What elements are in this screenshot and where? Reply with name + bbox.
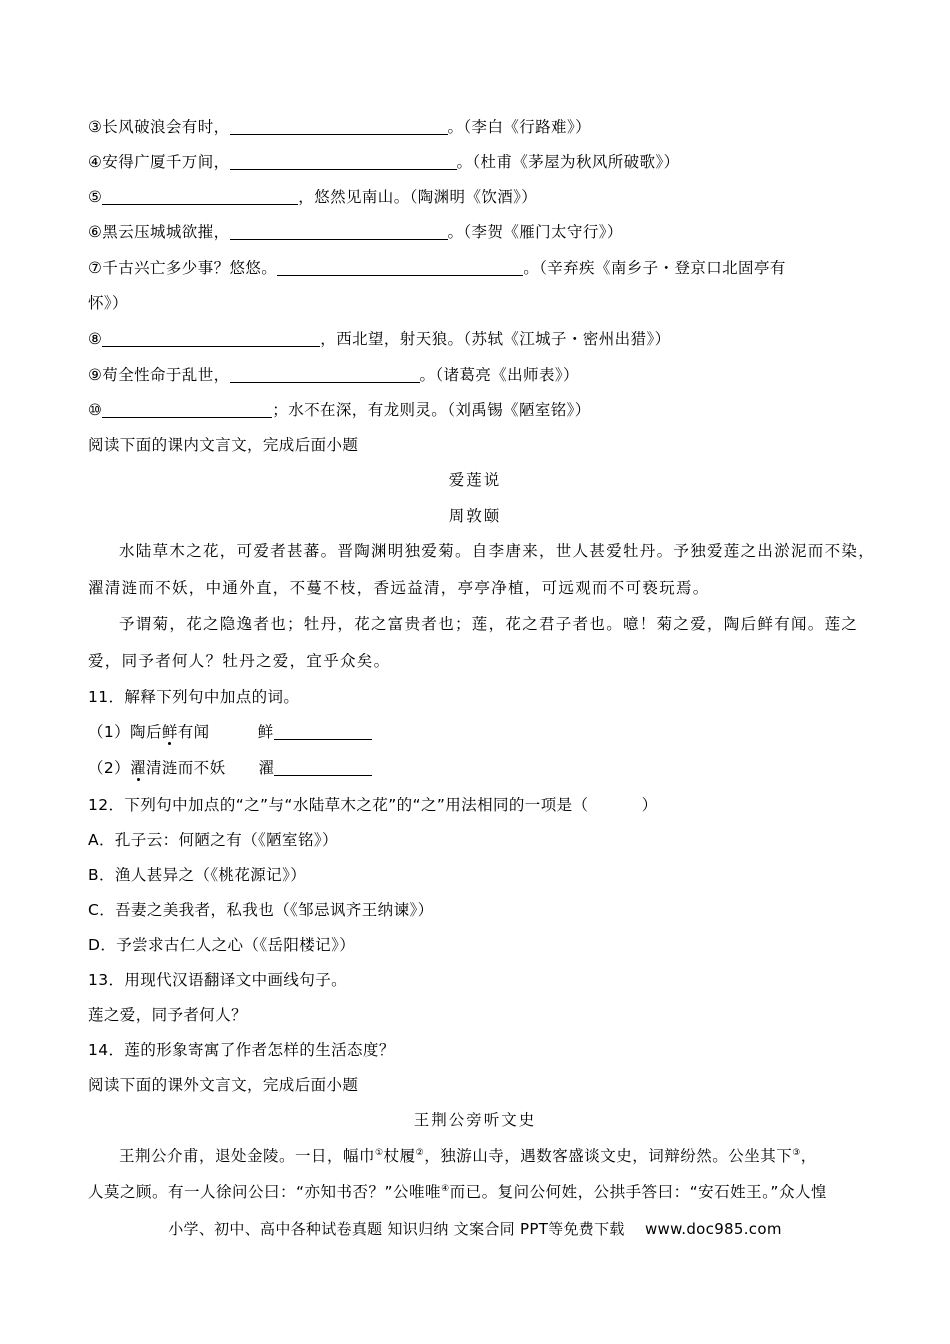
footnote-mark: ③ [792, 1147, 801, 1158]
question-11-stem: 11．解释下列句中加点的词。 [88, 688, 300, 706]
footnote-mark: ④ [441, 1183, 450, 1194]
answer-blank[interactable] [102, 330, 320, 347]
poem-line-4 [88, 151, 680, 173]
reading1-para2-line1: 予谓菊，花之隐逸者也；牡丹，花之富贵者也；莲，花之君子者也。噫！菊之爱，陶后鲜有闻。莲之 [119, 615, 859, 633]
poem-source: 。（杜甫《茅屋为秋风所破歌》） [456, 153, 680, 171]
poem-line-5 [88, 186, 537, 208]
question-11-item-1: （1）陶后鲜有闻 鲜 [88, 721, 372, 743]
poem-source: 。（诸葛亮《出师表》） [419, 366, 579, 384]
poem-line-3 [88, 116, 591, 138]
reading1-title: 爱莲说 [448, 471, 502, 489]
answer-blank[interactable] [102, 401, 272, 418]
question-12-stem: 12．下列句中加点的“之”与“水陆草木之花”的“之”用法相同的一项是（ ） [88, 796, 658, 814]
question-12-option-b[interactable]: B．渔人甚异之（《桃花源记》） [88, 866, 307, 884]
poem-text: ③长风破浪会有时， [88, 118, 230, 136]
reading1-para1-line1: 水陆草木之花，可爱者甚蕃。晋陶渊明独爱菊。自李唐来，世人甚爱牡丹。予独爱莲之出淤泥而不染， [119, 542, 876, 560]
page-footer: 小学、初中、高中各种试卷真题 知识归纳 文案合同 PPT等免费下载 www.doc985.com [168, 1220, 782, 1238]
question-12-option-d[interactable]: D．予尝求古仁人之心（《岳阳楼记》） [88, 936, 356, 954]
poem-source: 。（辛弃疾《南乡子・登京口北固亭有 [523, 259, 786, 277]
answer-blank[interactable] [102, 188, 298, 205]
poem-line-9 [88, 364, 579, 386]
reading2-intro: 阅读下面的课外文言文，完成后面小题 [88, 1076, 359, 1094]
question-14-stem: 14．莲的形象寄寓了作者怎样的生活态度？ [88, 1041, 395, 1059]
footnote-mark: ② [415, 1147, 425, 1158]
question-13-sentence: 莲之爱，同予者何人？ [88, 1006, 248, 1024]
answer-blank[interactable] [230, 153, 457, 170]
poem-source: ，西北望，射天狼。（苏轼《江城子・密州出猎》） [320, 330, 671, 348]
poem-text: ⑤ [88, 188, 103, 206]
answer-blank[interactable] [277, 259, 523, 276]
poem-text: ⑦千古兴亡多少事？悠悠。 [88, 259, 278, 277]
reading2-title: 王荆公旁听文史 [413, 1111, 537, 1129]
poem-text: ⑥黑云压城城欲摧， [88, 223, 230, 241]
question-13-stem: 13．用现代汉语翻译文中画线句子。 [88, 971, 348, 989]
poem-source: 。（李白《行路难》） [447, 118, 592, 136]
poem-source: ；水不在深，有龙则灵。（刘禹锡《陋室铭》） [272, 401, 591, 419]
answer-blank[interactable] [274, 723, 372, 740]
poem-line-7 [88, 257, 786, 279]
poem-line-7-wrap: 怀》） [88, 294, 128, 312]
answer-blank[interactable] [230, 223, 448, 240]
question-11-item-2: （2）濯清涟而不妖 濯 [88, 757, 372, 779]
reading1-author: 周敦颐 [448, 507, 502, 525]
poem-source: 。（李贺《雁门太守行》） [447, 223, 623, 241]
answer-blank[interactable] [230, 366, 420, 383]
question-12-option-c[interactable]: C．吾妻之美我者，私我也（《邹忌讽齐王纳谏》） [88, 901, 434, 919]
question-12-option-a[interactable]: A．孔子云：何陋之有（《陋室铭》） [88, 831, 338, 849]
answer-blank[interactable] [230, 118, 448, 135]
answer-blank[interactable] [274, 759, 372, 776]
reading1-para1-line2: 濯清涟而不妖，中通外直，不蔓不枝，香远益清，亭亭净植，可远观而不可亵玩焉。 [88, 579, 710, 597]
dotted-word: 濯 [130, 759, 146, 777]
reading2-line1: 王荆公介甫，退处金陵。一日，幅巾①杖履②，独游山寺，遇数客盛谈文史，词辩纷然。公坐其下③， [119, 1147, 817, 1165]
poem-line-6 [88, 221, 623, 243]
reading1-intro: 阅读下面的课内文言文，完成后面小题 [88, 436, 359, 454]
poem-text: ⑧ [88, 330, 103, 348]
footnote-mark: ① [375, 1147, 384, 1158]
poem-text: ④安得广厦千万间， [88, 153, 230, 171]
poem-source: ，悠然见南山。（陶渊明《饮酒》） [298, 188, 538, 206]
dotted-word: 鲜 [161, 723, 178, 741]
poem-line-8 [88, 328, 671, 350]
reading2-line2: 人莫之顾。有一人徐问公曰：“亦知书否？”公唯唯④而已。复问公何姓，公拱手答曰：“安石姓王。”众人惶 [88, 1183, 827, 1201]
poem-text: ⑩ [88, 401, 103, 419]
poem-line-10 [88, 399, 591, 421]
poem-text: ⑨苟全性命于乱世， [88, 366, 230, 384]
reading1-para2-line2: 爱，同予者何人？牡丹之爱，宜乎众矣。 [88, 652, 391, 670]
